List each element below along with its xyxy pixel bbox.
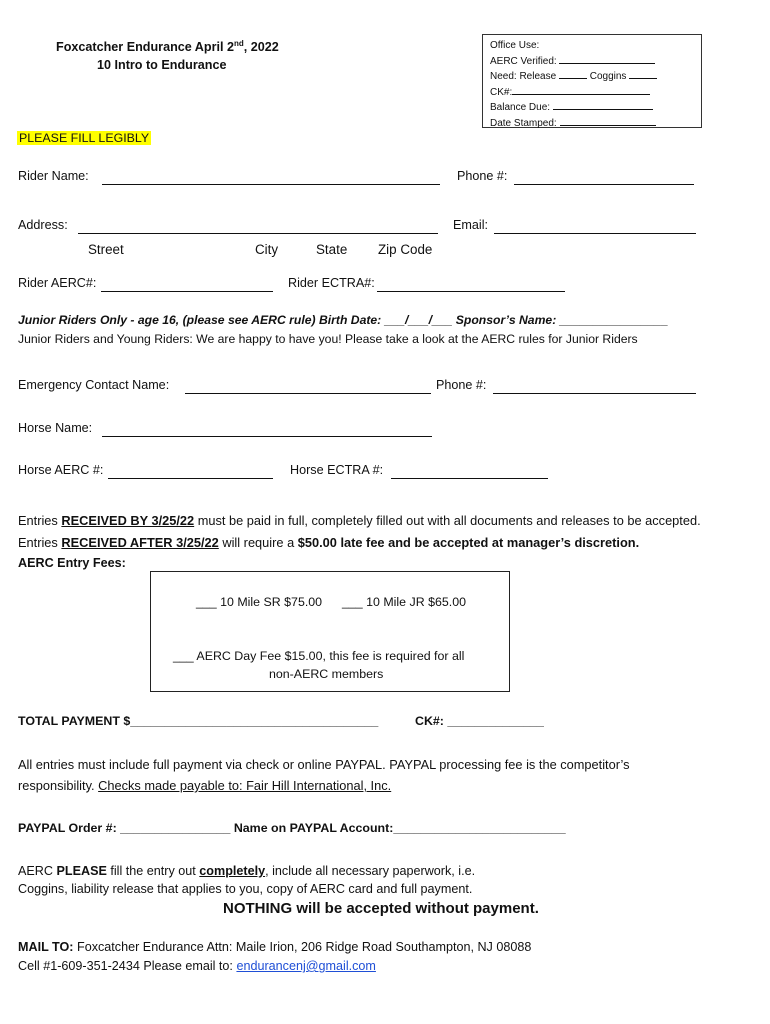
coggins-label: Coggins <box>589 71 627 83</box>
rider-ectra-label: Rider ECTRA#: <box>288 276 375 290</box>
email-field[interactable] <box>494 219 696 234</box>
payment-note-line2: responsibility. Checks made payable to: Fair Hill International, Inc. <box>18 778 392 793</box>
total-ck-field[interactable]: CK#: ______________ <box>415 714 544 728</box>
horse-ectra-field[interactable] <box>391 464 548 479</box>
fee-aerc-day-note: non-AERC members <box>269 667 384 681</box>
balance-due-field[interactable] <box>553 99 653 110</box>
junior-riders-line: Junior Riders Only - age 16, (please see AERC rule) Birth Date: ___/___/___ Sponsor’s Name: ________________ <box>18 313 669 327</box>
instructions-line1: AERC PLEASE fill the entry out completely, include all necessary paperwork, i.e. <box>18 864 476 878</box>
street-caption: Street <box>88 242 124 257</box>
total-payment-field[interactable]: TOTAL PAYMENT $____________________________________ <box>18 714 379 728</box>
email-label: Email: <box>453 218 488 232</box>
entries-late-line: Entries RECEIVED AFTER 3/25/22 will require a $50.00 late fee and be accepted at manager’s discretion. <box>18 535 640 550</box>
fee-10-mile-jr[interactable]: ___ 10 Mile JR $65.00 <box>342 595 466 609</box>
form-title: Foxcatcher Endurance April 2nd, 2022 <box>56 39 279 55</box>
phone-label: Phone #: <box>457 169 508 183</box>
horse-ectra-label: Horse ECTRA #: <box>290 463 384 477</box>
nothing-accepted-notice: NOTHING will be accepted without payment. <box>223 900 539 917</box>
aerc-entry-fees-label: AERC Entry Fees: <box>18 556 126 570</box>
address-field[interactable] <box>78 219 438 234</box>
payment-note-line1: All entries must include full payment via check or online PAYPAL. PAYPAL processing fee is the competitor’s <box>18 757 630 772</box>
need-release-label: Need: Release <box>490 71 557 83</box>
paypal-order-fields[interactable]: PAYPAL Order #: ________________ Name on PAYPAL Account:_________________________ <box>18 821 566 835</box>
horse-aerc-field[interactable] <box>108 464 273 479</box>
mail-to-line: MAIL TO: Foxcatcher Endurance Attn: Maile Irion, 206 Ridge Road Southampton, NJ 08088 <box>18 940 532 954</box>
fee-10-mile-sr[interactable]: ___ 10 Mile SR $75.00 <box>196 595 323 609</box>
rider-aerc-field[interactable] <box>101 277 273 292</box>
release-field[interactable] <box>559 68 587 79</box>
rider-name-field[interactable] <box>102 170 440 185</box>
office-ck-field[interactable] <box>512 84 650 95</box>
date-stamped-field[interactable] <box>560 115 656 126</box>
ordinal-suffix: nd <box>234 39 244 48</box>
address-label: Address: <box>18 218 68 232</box>
instructions-line2: Coggins, liability release that applies to you, copy of AERC card and full payment. <box>18 882 473 896</box>
aerc-verified-field[interactable] <box>559 53 655 64</box>
contact-line: Cell #1-609-351-2434 Please email to: endurancenj@gmail.com <box>18 959 376 973</box>
balance-due-label: Balance Due: <box>490 102 551 114</box>
rider-ectra-field[interactable] <box>377 277 565 292</box>
emergency-contact-label: Emergency Contact Name: <box>18 378 170 392</box>
coggins-field[interactable] <box>629 68 657 79</box>
office-use-box <box>482 34 702 128</box>
emergency-phone-field[interactable] <box>493 379 696 394</box>
phone-field[interactable] <box>514 170 694 185</box>
junior-riders-welcome: Junior Riders and Young Riders: We are happy to have you! Please take a look at the AERC rules for Junior Riders <box>18 332 638 346</box>
fee-aerc-day[interactable]: ___ AERC Day Fee $15.00, this fee is required for all <box>173 649 465 663</box>
zip-caption: Zip Code <box>378 242 433 257</box>
rider-name-label: Rider Name: <box>18 169 89 183</box>
horse-name-label: Horse Name: <box>18 421 93 435</box>
rider-aerc-label: Rider AERC#: <box>18 276 97 290</box>
form-subtitle: 10 Intro to Endurance <box>97 58 227 72</box>
entries-deadline-line: Entries RECEIVED BY 3/25/22 must be paid in full, completely filled out with all documents and releases to be accepted. <box>18 513 701 528</box>
city-caption: City <box>255 242 279 257</box>
fill-legibly-notice: PLEASE FILL LEGIBLY <box>19 131 150 145</box>
horse-name-field[interactable] <box>102 422 432 437</box>
office-use-title: Office Use: <box>490 40 540 51</box>
office-ck-label: CK#: <box>490 86 513 98</box>
email-link[interactable]: endurancenj@gmail.com <box>236 959 376 973</box>
aerc-verified-label: AERC Verified: <box>490 55 557 67</box>
state-caption: State <box>316 242 348 257</box>
horse-aerc-label: Horse AERC #: <box>18 463 104 477</box>
emergency-phone-label: Phone #: <box>436 378 487 392</box>
date-stamped-label: Date Stamped: <box>490 117 557 129</box>
emergency-contact-field[interactable] <box>185 379 431 394</box>
checks-payable-note: Checks made payable to: Fair Hill International, Inc. <box>98 778 392 793</box>
